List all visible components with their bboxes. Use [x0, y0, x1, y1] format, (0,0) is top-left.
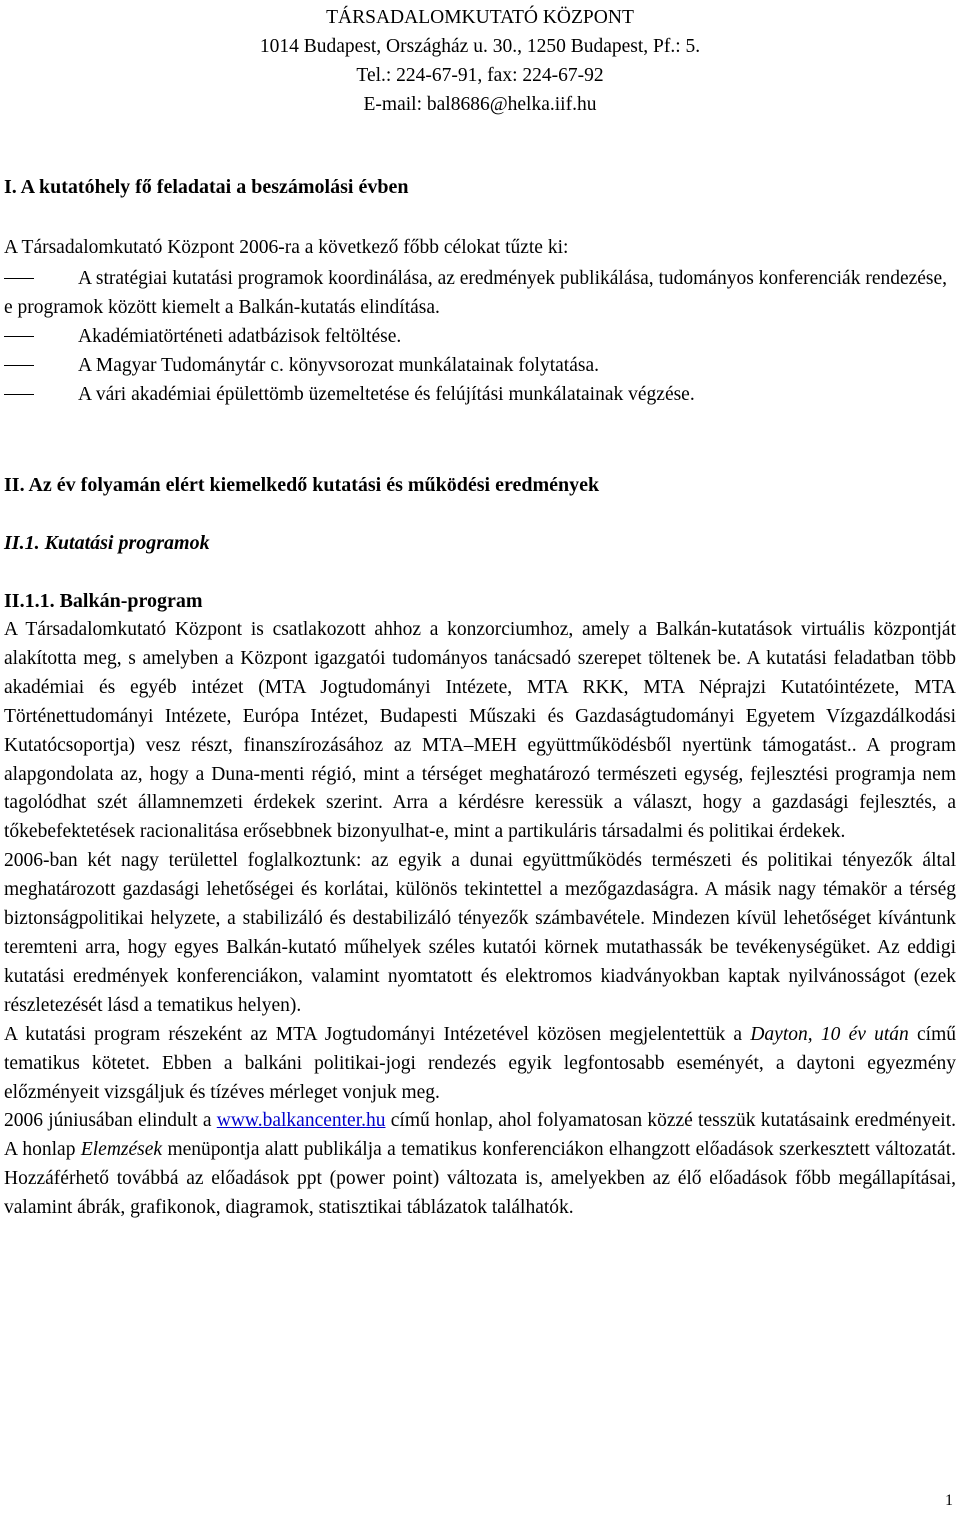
email-address: bal8686@helka.iif.hu	[426, 94, 597, 115]
book-title: Dayton, 10 év után	[750, 1023, 909, 1045]
list-item	[4, 322, 956, 351]
dash-bullet	[4, 336, 34, 337]
goals-list	[4, 264, 956, 409]
list-item-text: Akadémiatörténeti adatbázisok feltöltése.	[78, 326, 402, 347]
menu-name: Elemzések	[80, 1139, 163, 1161]
paragraph-1: A Társadalomkutató Központ is csatlakozott ahhoz a konzorciumhoz, amely a Balkán-kutatások virtuális központját alakította meg, s amelyben a Központ igazgatói tudományos tanácsadó szerepet töltenek be. A kutatási feladatban több akadémiai és egyéb intézet (MTA Jogtudományi Intézete, MTA RKK, MTA Néprajzi Kutatóintézete, MTA Történettudományi Intézete, Európa Intézet, Budapesti Műszaki és Gazdaságtudományi Egyetem Vízgazdálkodási Kutatócsoportja) vesz részt, finanszírozásához az MTA–MEH együttműködésből nyertünk támogatást.. A program alapgondolata az, hogy a Duna-menti régió, mint a térséget meghatározó természeti egység, fejlesztési programja nem tagolódhat szét államnemzeti érdekek szerint. Arra a kérdésre keressük a választ, hogy a gazdasági fejlesztés, a tőkebefektetések racionalitása erősebbnek bizonyulhat-e, mint a partikuláris társadalmi és politikai érdekek.	[4, 619, 956, 843]
section-2-heading: II. Az év folyamán elért kiemelkedő kutatási és működési eredmények	[4, 474, 600, 496]
paragraph-3-text: A kutatási program részeként az MTA Jogtudományi Intézetével közösen megjelentettük a	[4, 1023, 751, 1045]
dash-bullet	[4, 365, 34, 366]
org-name: TÁRSADALOMKUTATÓ KÖZPONT	[326, 7, 634, 28]
paragraph-2: 2006-ban két nagy területtel foglalkoztunk: az egyik a dunai együttműködés természeti és politikai tényezők által meghatározott gazdasági lehetőségei és korlátai, különös tekintettel a mezőgazdaságra. A másik nagy témakör a térség biztonságpolitikai helyzete, a stabilizáló és destabilizáló tényezők számbavétele. Mindezen kívül lehetőséget kívántunk teremteni arra, hogy egyes Balkán-kutató műhelyek széles kutatói körnek mutathassák be tevékenységüket. Az eddigi kutatási eredmények konferenciákon, valamint nyomtatott és elektromos kiadványokban kaptak nyilvánosságot (ezek részletezését lásd a tematikus helyen).	[4, 850, 956, 1016]
letterhead	[0, 3, 960, 119]
subsubsection-heading: II.1.1. Balkán-program	[4, 590, 203, 612]
list-item	[4, 380, 956, 409]
section-1-heading: I. A kutatóhely fő feladatai a beszámolási évben	[4, 176, 409, 198]
list-item-text: A vári akadémiai épülettömb üzemeltetése és felújítási munkálatainak végzése.	[78, 384, 695, 405]
paragraph-4-text: 2006 júniusában elindult a	[4, 1110, 217, 1132]
list-item-text: A stratégiai kutatási programok koordinálása, az eredmények publikálása, tudományos konferenciák rendezése, e programok között kiemelt a Balkán-kutatás elindítása.	[4, 268, 948, 318]
org-address: 1014 Budapest, Országház u. 30., 1250 Budapest, Pf.: 5.	[259, 36, 701, 57]
list-item-text: A Magyar Tudománytár c. könyvsorozat munkálatainak folytatása.	[78, 355, 599, 376]
dash-bullet	[4, 278, 34, 279]
org-email-line	[0, 90, 960, 119]
paragraph-4-text-cont: című honlap, ahol folyamatosan közzé tesszük kutatásaink eredményeit. A honlap	[4, 1110, 957, 1161]
list-item	[4, 351, 956, 380]
list-item	[4, 264, 956, 322]
website-link[interactable]: www.balkancenter.hu	[216, 1110, 386, 1132]
page-number: 1	[945, 1492, 953, 1509]
email-label: E-mail:	[363, 94, 427, 115]
paragraph-4	[4, 1107, 956, 1223]
paragraph-3	[4, 1021, 956, 1108]
org-phone: Tel.: 224-67-91, fax: 224-67-92	[356, 65, 604, 86]
section-1-intro: A Társadalomkutató Központ 2006-ra a következő főbb célokat tűzte ki:	[4, 237, 569, 258]
body-text	[4, 616, 956, 1223]
subsection-heading: II.1. Kutatási programok	[4, 532, 210, 554]
dash-bullet	[4, 394, 34, 395]
paragraph-4-text-end: menüpontja alatt publikálja a tematikus konferenciákon elhangzott előadások szerkesztett változatát. Hozzáférhető továbbá az előadások ppt (power point) változata is, amelyekben az élő előadások főbb megállapításai, valamint ábrák, grafikonok, diagramok, statisztikai táblázatok találhatók.	[4, 1139, 956, 1219]
paragraph-3-text-cont: című tematikus kötetet. Ebben a balkáni politikai-jogi rendezés egyik legfontosabb eseményét, a daytoni egyezmény előzményeit vizsgáljuk és tízéves mérleget vonjuk meg.	[4, 1023, 957, 1103]
